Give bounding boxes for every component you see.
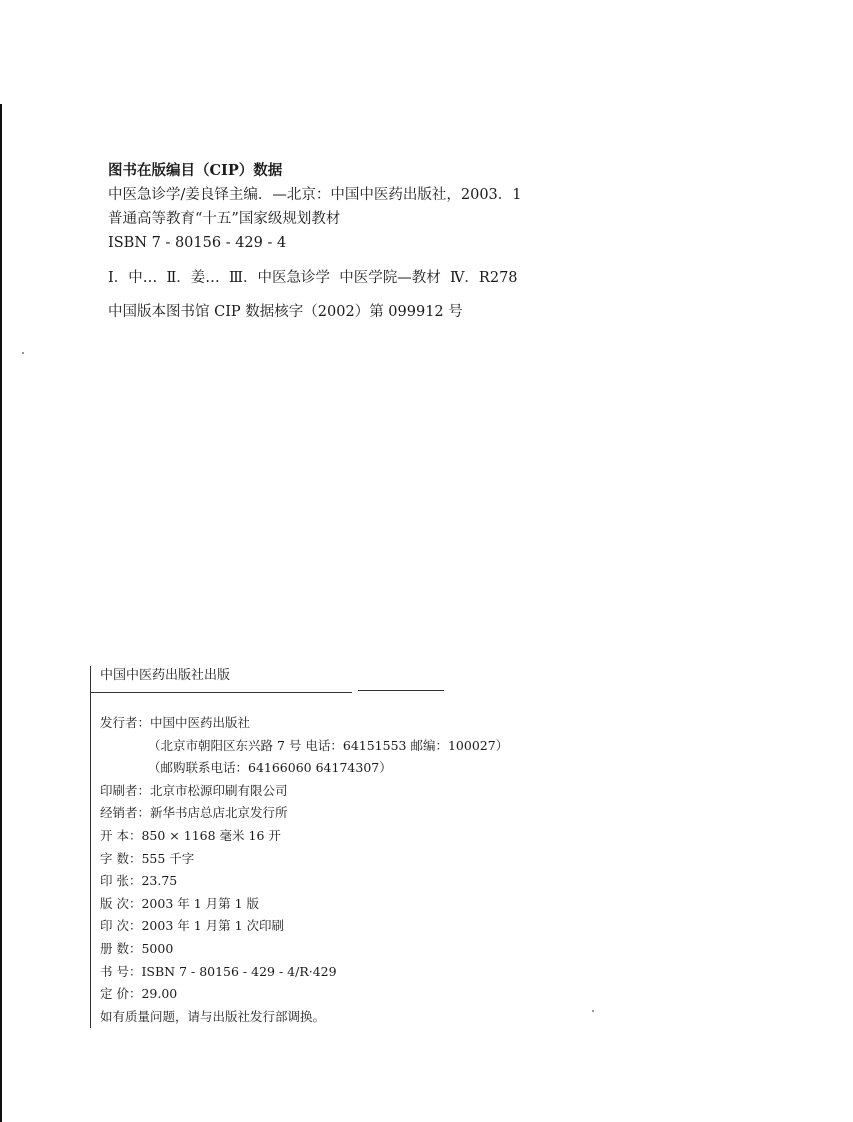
header-divider-segment — [358, 690, 444, 691]
imprint-details — [100, 712, 508, 1028]
seller-row: 经销者：新华书店总店北京发行所 — [100, 805, 288, 821]
cip-series-line: 普通高等教育“十五”国家级规划教材 — [108, 211, 341, 227]
cip-classification: Ⅰ．中… Ⅱ．姜… Ⅲ．中医急诊学 中医学院—教材 Ⅳ．R278 — [108, 270, 518, 286]
scan-speck — [22, 352, 24, 354]
scan-speck — [592, 1010, 594, 1012]
cip-isbn-line: ISBN 7 - 80156 - 429 - 4 — [108, 235, 287, 251]
publisher-address-row: （北京市朝阳区东兴路 7 号 电话：64151553 邮编：100027） — [148, 737, 509, 753]
quality-notice-row: 如有质量问题，请与出版社发行部调换。 — [100, 1008, 326, 1024]
cip-bibliographic-line: 中医急诊学/姜良铎主编．—北京：中国中医药出版社，2003．1 — [108, 187, 522, 203]
format-row: 开 本：850 × 1168 毫米 16 开 — [100, 827, 281, 843]
cip-title: 图书在版编目（CIP）数据 — [108, 162, 283, 179]
cip-record-number: 中国版本图书馆 CIP 数据核字（2002）第 099912 号 — [108, 304, 463, 320]
printing-row: 印 次：2003 年 1 月第 1 次印刷 — [100, 918, 285, 934]
imprint-left-rule — [90, 666, 91, 1028]
price-row: 定 价：29.00 — [100, 986, 178, 1002]
print-sheets-row: 印 张：23.75 — [100, 873, 178, 889]
mail-order-phone-row: （邮购联系电话：64166060 64174307） — [148, 760, 392, 776]
publisher-header: 中国中医药出版社出版 — [100, 668, 231, 683]
printer-row: 印刷者：北京市松源印刷有限公司 — [100, 782, 288, 798]
header-divider — [90, 692, 352, 693]
page-binding-edge — [0, 104, 2, 1122]
cip-data-block — [108, 159, 522, 325]
copies-row: 册 数：5000 — [100, 940, 174, 956]
distributor-row: 发行者：中国中医药出版社 — [100, 715, 251, 730]
word-count-row: 字 数：555 千字 — [100, 850, 195, 866]
book-number-row: 书 号：ISBN 7 - 80156 - 429 - 4/R·429 — [100, 963, 337, 979]
edition-row: 版 次：2003 年 1 月第 1 版 — [100, 895, 260, 911]
